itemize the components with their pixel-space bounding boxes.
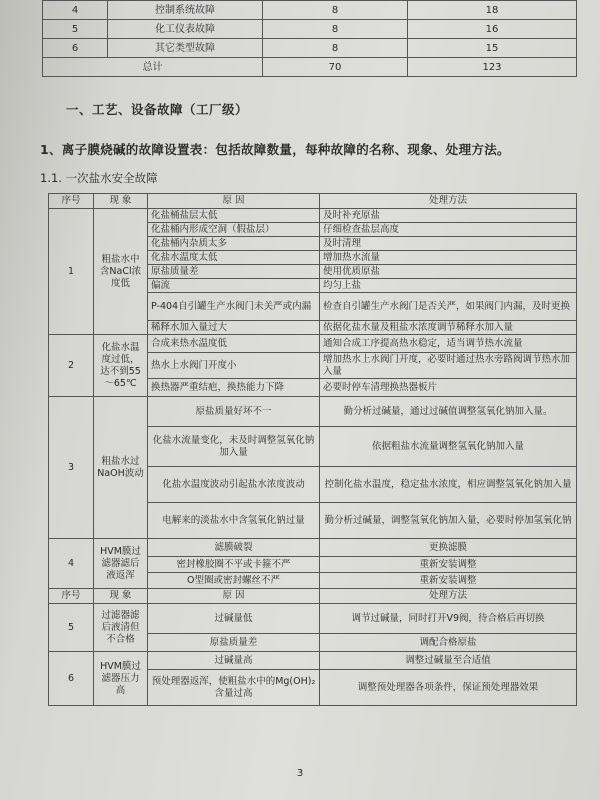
row-number: 5 <box>49 604 94 652</box>
method-cell: 依据化盐水量及粗盐水浓度调节稀释水加入量 <box>320 321 577 335</box>
method-cell: 调配合格原盐 <box>320 634 577 652</box>
header-no: 序号 <box>49 194 94 209</box>
phenomenon-cell: 粗盐水中含NaCl浓度低 <box>94 209 148 335</box>
table-row <box>49 209 577 223</box>
section-heading: 一、工艺、设备故障（工厂级） <box>66 102 249 117</box>
method-cell: 通知合成工序提高热水稳定，适当调节热水流量 <box>320 335 577 353</box>
fault-type: 控制系统故障 <box>108 1 263 20</box>
count-b: 18 <box>408 1 577 20</box>
cause-cell: 密封橡胶圈不平或卡箍不严 <box>148 557 320 573</box>
table-row <box>49 335 577 353</box>
method-cell: 重新安装调整 <box>320 573 577 589</box>
table-row <box>49 539 577 557</box>
cause-cell: 预处理器返浑，使粗盐水中的Mg(OH)₂含量过高 <box>148 670 320 706</box>
method-cell: 增加热水上水阀门开度，必要时通过热水旁路阀调节热水加入量 <box>320 353 577 379</box>
total-a: 70 <box>263 58 408 77</box>
method-cell: 增加热水流量 <box>320 251 577 265</box>
total-b: 123 <box>408 58 577 77</box>
method-cell: 依据粗盐水流量调整氢氧化钠加入量 <box>320 427 577 467</box>
cause-cell: 过碱量低 <box>148 604 320 634</box>
table-row <box>49 652 577 670</box>
cause-cell: 滤膜破裂 <box>148 539 320 557</box>
table-row <box>43 20 577 39</box>
cause-cell: 化盐桶盐层太低 <box>148 209 320 223</box>
fault-count-table <box>42 0 577 77</box>
count-a: 8 <box>263 1 408 20</box>
row-number: 1 <box>49 209 94 335</box>
method-cell: 调整过碱量至合适值 <box>320 652 577 670</box>
cause-cell: 化盐水流量变化，未及时调整氢氧化钠加入量 <box>148 427 320 467</box>
method-cell: 必要时停车清理换热器板片 <box>320 379 577 397</box>
row-number: 5 <box>43 20 108 39</box>
header-method: 处理方法 <box>320 589 577 604</box>
count-a: 8 <box>263 20 408 39</box>
subsubsection-heading: 1.1. 一次盐水安全故障 <box>40 171 158 185</box>
cause-cell: 化盐水温度太低 <box>148 251 320 265</box>
cause-cell: 热水上水阀门开度小 <box>148 353 320 379</box>
fault-table <box>48 193 577 706</box>
table-row <box>43 1 577 20</box>
count-a: 8 <box>263 39 408 58</box>
count-b: 15 <box>408 39 577 58</box>
total-row <box>43 58 577 77</box>
method-cell: 更换滤膜 <box>320 539 577 557</box>
cause-cell: 原盐质量差 <box>148 634 320 652</box>
table-header-row <box>49 194 577 209</box>
method-cell: 勤分析过碱量，通过过碱值调整氢氧化钠加入量。 <box>320 397 577 427</box>
header-cause: 原 因 <box>148 589 320 604</box>
method-cell: 调节过碱量，同时打开V9阀，待合格后再切换 <box>320 604 577 634</box>
method-cell: 及时补充原盐 <box>320 209 577 223</box>
cause-cell: 电解来的淡盐水中含氢氧化钠过量 <box>148 503 320 539</box>
cause-cell: 化盐桶内杂质太多 <box>148 237 320 251</box>
cause-cell: O型圈或密封螺丝不严 <box>148 573 320 589</box>
subsection-heading: 1、离子膜烧碱的故障设置表：包括故障数量，每种故障的名称、现象、处理方法。 <box>40 142 510 157</box>
phenomenon-cell: 化盐水温度过低，达不到55～65℃ <box>94 335 148 397</box>
row-number: 4 <box>43 1 108 20</box>
cause-cell: 合成来热水温度低 <box>148 335 320 353</box>
phenomenon-cell: HVM膜过滤器滤后液返浑 <box>94 539 148 589</box>
total-label: 总计 <box>43 58 263 77</box>
method-cell: 使用优质原盐 <box>320 265 577 279</box>
method-cell: 调整预处理器各项条件，保证预处理器效果 <box>320 670 577 706</box>
header-method: 处理方法 <box>320 194 577 209</box>
method-cell: 均匀上盐 <box>320 279 577 293</box>
page-number: 3 <box>296 768 304 779</box>
table-row <box>49 397 577 427</box>
method-cell: 及时清理 <box>320 237 577 251</box>
fault-type: 其它类型故障 <box>108 39 263 58</box>
cause-cell: 换热器严重结疤，换热能力下降 <box>148 379 320 397</box>
count-b: 16 <box>408 20 577 39</box>
cause-cell: 稀释水加入量过大 <box>148 321 320 335</box>
cause-cell: P-404自引罐生产水阀门未关严或内漏 <box>148 293 320 321</box>
table-row <box>49 604 577 634</box>
phenomenon-cell: 过滤器滤后液清但不合格 <box>94 604 148 652</box>
header-phenomenon: 现 象 <box>94 589 148 604</box>
cause-cell: 原盐质量差 <box>148 265 320 279</box>
header-no: 序号 <box>49 589 94 604</box>
row-number: 2 <box>49 335 94 397</box>
header-cause: 原 因 <box>148 194 320 209</box>
cause-cell: 化盐桶内形成空洞（假盐层） <box>148 223 320 237</box>
table-row <box>43 39 577 58</box>
method-cell: 勤分析过碱量，调整氢氧化钠加入量，必要时停加氢氧化钠 <box>320 503 577 539</box>
method-cell: 仔细检查盐层高度 <box>320 223 577 237</box>
cause-cell: 原盐质量好坏不一 <box>148 397 320 427</box>
phenomenon-cell: HVM膜过滤器压力高 <box>94 652 148 706</box>
header-phenomenon: 现 象 <box>94 194 148 209</box>
phenomenon-cell: 粗盐水过NaOH波动 <box>94 397 148 539</box>
row-number: 6 <box>49 652 94 706</box>
cause-cell: 过碱量高 <box>148 652 320 670</box>
method-cell: 检查自引罐生产水阀门是否关严，如果阀门内漏，及时更换 <box>320 293 577 321</box>
fault-type: 化工仪表故障 <box>108 20 263 39</box>
row-number: 4 <box>49 539 94 589</box>
cause-cell: 偏流 <box>148 279 320 293</box>
table-header-row <box>49 589 577 604</box>
row-number: 6 <box>43 39 108 58</box>
method-cell: 重新安装调整 <box>320 557 577 573</box>
cause-cell: 化盐水温度波动引起盐水浓度波动 <box>148 467 320 503</box>
method-cell: 控制化盐水温度，稳定盐水浓度，相应调整氢氧化钠加入量 <box>320 467 577 503</box>
row-number: 3 <box>49 397 94 539</box>
